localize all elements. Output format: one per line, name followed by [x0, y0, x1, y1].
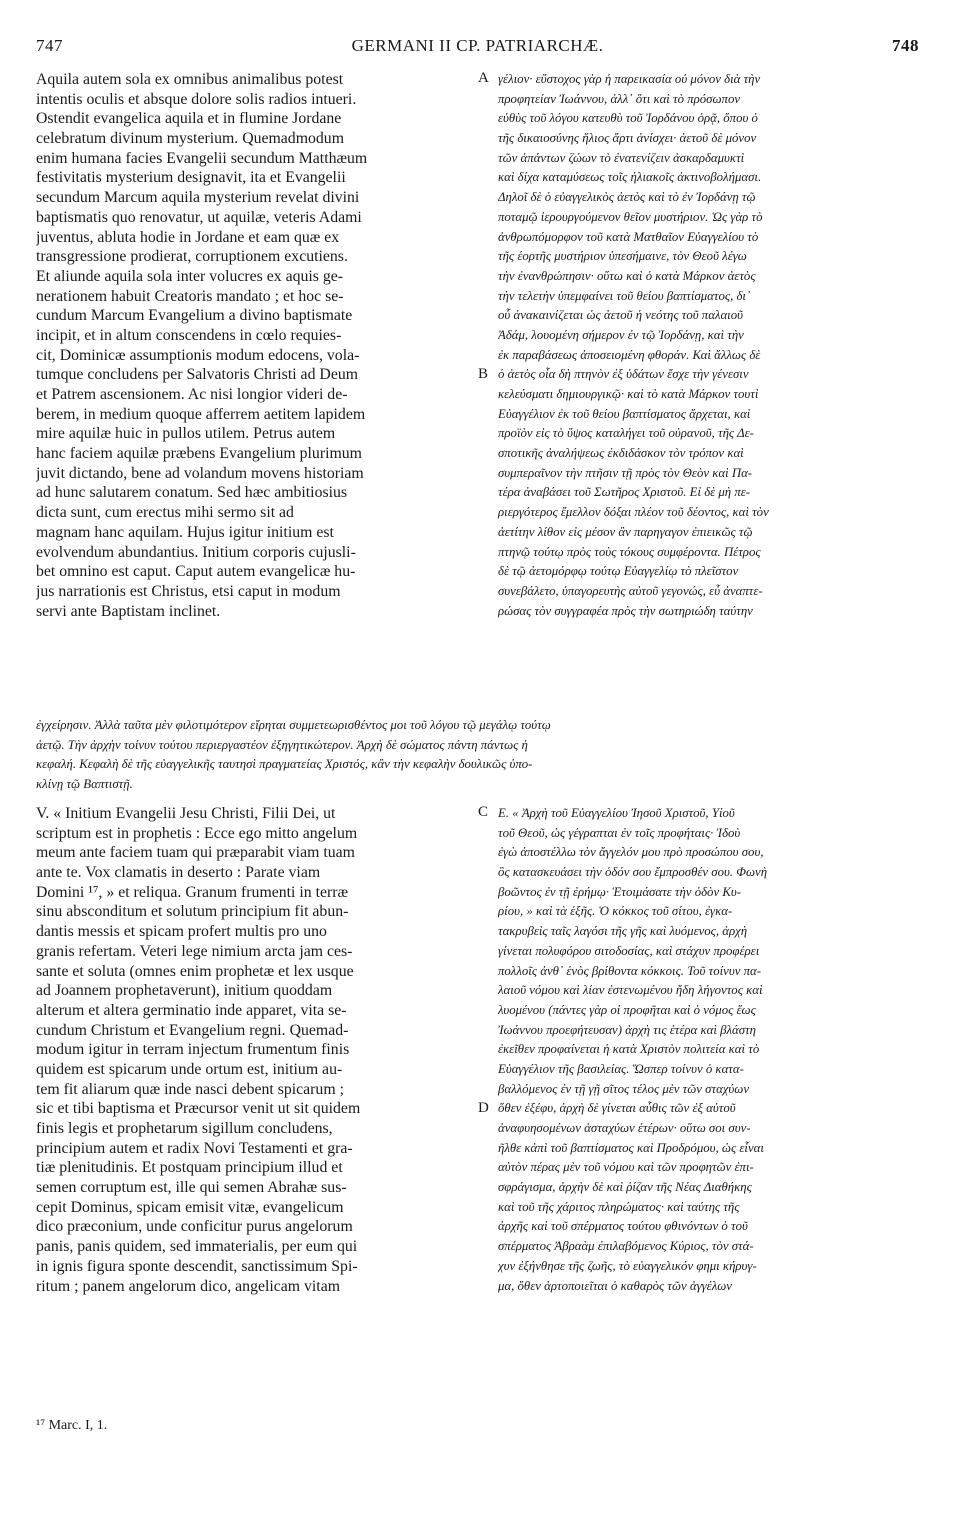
greek-line: τῆς ἑορτῆς μυστήριον ὑπεσήμαινε, τὸν Θεοῦ λέγω [498, 249, 747, 264]
greek-line: σφράγισμα, ἀρχὴν δὲ καὶ ῥίζαν τῆς Νέας Διαθήκης [498, 1180, 752, 1195]
latin-line: cepit Dominus, spicam emisit vitæ, evangelicum [36, 1198, 344, 1216]
greek-line: ῆλθε κἀπὶ τοῦ βαπτίσματος καὶ Προδρόμου, ὡς εἶναι [498, 1140, 764, 1155]
latin-line: secundum Marcum aquila mysterium revelat divini [36, 189, 360, 207]
margin-marker-c: C [478, 804, 489, 820]
latin-line: incipit, et in altum conscendens in cœlo requies- [36, 326, 342, 344]
greek-line: Ἰωάννου προεφήτευσαν) ἀρχὴ τις ἑτέρα καὶ βλάστη [498, 1022, 756, 1037]
greek-line: ἐγχείρησιν. Ἀλλὰ ταῦτα μὲν φιλοτιμότερον εἴρηται συμμετεωρισθέντος μοι τοῦ λόγου τῷ μεγάλῳ τούτῳ [36, 718, 551, 732]
latin-line: nerationem habuit Creatoris mandato ; et hoc se- [36, 287, 344, 305]
greek-line: γίνεται πολυφόρου σιτοδοσίας, καὶ στάχυν προφέρει [498, 943, 760, 958]
greek-line: καὶ δίχα καταμύσεως τοῖς ἡλιακοῖς ἀκτινοβολήμασι. [498, 170, 762, 185]
greek-line: τῶν ἁπάντων ζώων τὸ ἐνατενίζειν ἀσκαρδαμυκτὶ [498, 150, 745, 165]
latin-line: sinu absconditum et solutum principium fit abun- [36, 903, 349, 921]
greek-line: εὐθὺς τοῦ λόγου κατευθὺ τοῦ Ἰορδάνου ὁρᾷ, ὅπου ὁ [498, 111, 758, 126]
greek-line: ἐκεῖθεν προφαίνεται ἡ κατὰ Χριστὸν πολιτεία καὶ τὸ [498, 1042, 760, 1057]
latin-line: bet omnino est caput. Caput autem evangelicæ hu- [36, 563, 356, 581]
greek-line: ρώσας τὸν συγγραφέα πρὸς τὴν σωτηριώδη ταύτην [498, 603, 753, 618]
latin-line: Aquila autem sola ex omnibus animalibus potest [36, 71, 344, 88]
greek-line: τῆς δικαιοσύνης ἥλιος ἄρτι ἀνίσχει· ἀετοῦ δὲ μόνον [498, 131, 757, 146]
latin-line: baptismatis quo renovatur, ut aquilæ, veteris Adami [36, 208, 362, 226]
greek-line: ὁ ἀετὸς οἷα δὴ πτηνὸν ἐξ ὑδάτων ἔσχε τὴν γένεσιν [498, 367, 749, 382]
greek-line: τὴν τελετὴν ὑπεμφαίνει τοῦ θείου βαπτίσματος, δι᾽ [498, 288, 751, 303]
greek-line: κλίνῃ τῷ Βαπτιστῇ. [36, 777, 133, 792]
greek-line: Εὐαγγέλιον ἐκ τοῦ θείου βαπτίσματος ἄρχεται, καὶ [498, 406, 751, 421]
latin-line: panis, panis quidem, sed immaterialis, per eum qui [36, 1238, 358, 1256]
latin-line: cundum Marcum Evangelium a divino baptismate [36, 307, 353, 325]
greek-line: Εὐαγγέλιον τῆς βασιλείας. Ὥσπερ τοίνυν ὁ κατα- [498, 1061, 744, 1076]
greek-line: οὗ ἀνακαινίζεται ὡς ἀετοῦ ἡ νεότης τοῦ παλαιοῦ [498, 308, 744, 323]
latin-line: jus narrationis est Christus, etsi caput in modum [36, 582, 341, 600]
margin-marker-d: D [478, 1100, 489, 1116]
greek-line: τὴν ἐνανθρώπησιν· οὕτω καὶ ὁ κατὰ Μάρκον ἀετὸς [498, 268, 756, 283]
page-number-right: 748 [892, 36, 919, 55]
greek-line: Δηλοῖ δὲ ὁ εὐαγγελικὸς ἀετὸς καὶ τὸ ἐν Ἰορδάνῃ τῷ [498, 190, 756, 205]
latin-line: ante te. Vox clamatis in deserto : Parate viam [36, 864, 321, 882]
latin-line: cit, Dominicæ assumptionis modum edocens, vola- [36, 346, 360, 364]
latin-line: hanc faciem aquilæ præbens Evangelium plurimum [36, 445, 362, 463]
page-header [36, 36, 919, 58]
greek-line: κεφαλή. Κεφαλὴ δὲ τῆς εὐαγγελικῆς ταυτησὶ πραγματείας Χριστός, κἂν τὴν κεφαλὴν δουλικῶς ὑπο- [36, 757, 533, 772]
greek-full-width-passage [36, 716, 922, 795]
greek-line: τακρυβεὶς ταῖς λαγόσι τῆς γῆς καὶ λυόμενος, ἀρχὴ [498, 924, 748, 939]
greek-line: δὲ τῷ ἀετομόρφῳ τούτῳ Εὐαγγελίῳ τὸ πλεῖστον [498, 564, 739, 579]
latin-line: evolvendum abundantius. Initium corporis cujusli- [36, 543, 356, 561]
latin-line: V. « Initium Evangelii Jesu Christi, Filii Dei, ut [36, 805, 336, 822]
latin-column-top [36, 70, 472, 621]
greek-line: ποταμῷ ἱερουργούμενον θεῖον μυστήριον. Ὡς γὰρ τὸ [498, 209, 763, 224]
latin-line: festivitatis mysterium designavit, ita et Evangelii [36, 169, 346, 187]
latin-line: dicta sunt, cum erectus mihi sermo sit ad [36, 504, 294, 522]
latin-line: magnam hanc aquilam. Hujus igitur initium est [36, 523, 334, 541]
latin-line: tiæ plenitudinis. Et postquam principium illud et [36, 1159, 343, 1177]
latin-line: juvit dictando, bene ad volandum movens historiam [36, 464, 364, 482]
latin-line: granis refertam. Veteri lege nimium arcta jam ces- [36, 942, 353, 960]
greek-line: λαιοῦ νόμου καὶ λίαν ἐστενωμένου ἤδη λήγοντος καὶ [498, 983, 763, 998]
footnote: ¹⁷ Marc. I, 1. [36, 1418, 108, 1433]
greek-line: ἀρχῆς καὶ τοῦ σπέρματος τούτου φθινόντων ὁ τοῦ [498, 1219, 748, 1234]
latin-line: quidem est spicarum unde ortum est, initium au- [36, 1060, 343, 1078]
margin-marker-a: A [478, 70, 489, 86]
greek-line: χυν ἐξήνθησε τῆς ζωῆς, τὸ εὐαγγελικόν φημι κήρυγ- [498, 1258, 757, 1273]
greek-line: πτηνῷ τούτῳ πρὸς τοὺς τόκους συμφέροντα. Πέτρος [498, 544, 761, 559]
greek-line: ρίου, » καὶ τὰ ἑξῆς. Ὁ κόκκος τοῦ σίτου, ἐγκα- [498, 904, 733, 919]
latin-line: et Patrem ascensionem. Ac nisi longior videri de- [36, 386, 348, 403]
latin-line: dico præconium, unde conficitur purus angelorum [36, 1218, 353, 1236]
latin-line: transgressione prodierat, corruptionem excutiens. [36, 248, 348, 266]
greek-line: συμπεραῖνον τὴν πτῆσιν τῇ πρὸς τὸν Θεὸν καὶ Πα- [498, 465, 753, 480]
latin-line: ad hunc salutarem conatum. Sed hæc ambitiosius [36, 484, 348, 502]
greek-line: πολλοῖς ἀνθ᾽ ἑνὸς βρίθοντα κόκκοις. Τοῦ τοίνυν πα- [498, 963, 761, 978]
latin-line: sic et tibi baptisma et Præcursor venit ut sit quidem [36, 1100, 361, 1118]
latin-line: dantis messis et spicam profert multis pro uno [36, 923, 327, 941]
page-number-left: 747 [36, 36, 63, 55]
latin-line: intentis oculis et absque dolore solis radios intueri. [36, 90, 357, 108]
latin-line: Et aliunde aquila sola inter volucres ex aquis ge- [36, 267, 344, 285]
greek-line: κελεύσματι δημιουργικῷ· καὶ τὸ κατὰ Μάρκον τουτὶ [498, 387, 759, 401]
greek-line: λυομένου (πάντες γὰρ οἱ προφῆται καὶ ὁ νόμος ἕως [498, 1002, 756, 1017]
latin-line: berem, in medium quoque afferrem aetitem lapidem [36, 405, 366, 423]
greek-line: τέρα ἀναβάσει τοῦ Σωτῆρος Χριστοῦ. Εἰ δὲ μὴ πε- [498, 485, 751, 500]
greek-line: βαλλόμενος ἐν τῇ γῇ σῖτος τέλος μὲν τῶν σταχύων [498, 1081, 750, 1096]
greek-line: Ε. « Ἀρχὴ τοῦ Εὐαγγελίου Ἰησοῦ Χριστοῦ, Υἱοῦ [498, 806, 735, 820]
latin-line: modum igitur in terram injectum frumentum finis [36, 1041, 350, 1059]
latin-line: alterum et altera germinatio inde apparet, vita se- [36, 1001, 347, 1019]
latin-line: mire aquilæ huic in pullos utilem. Petrus autem [36, 425, 336, 443]
latin-line: ad Joannem prophetaverunt), initium quoddam [36, 982, 333, 1000]
greek-line: ἐκ παραβάσεως ἀποσειομένη φθοράν. Καὶ ἄλλως δὲ [498, 347, 761, 362]
latin-line: sante et soluta (omnes enim prophetæ et lex usque [36, 962, 354, 980]
latin-line: in ignis figura sponte descendit, sanctissimum Spi- [36, 1257, 358, 1275]
greek-line: σπέρματος Ἀβραὰμ ἐπιλαβόμενος Κύριος, τὸν στά- [498, 1239, 754, 1254]
latin-column-bottom [36, 804, 472, 1296]
greek-column-top [498, 70, 922, 621]
greek-line: βοῶντος ἐν τῇ ἐρήμῳ· Ἑτοιμάσατε τὴν ὁδὸν Κυ- [498, 884, 741, 899]
greek-line: ἐγὼ ἀποστέλλω τὸν ἄγγελόν μου πρὸ προσώπου σου, [498, 845, 764, 860]
greek-line: ἀναφυησομένων ἀσταχύων ἑτέρων· οὕτω σοι συν- [498, 1121, 751, 1135]
latin-line: juventus, abluta hodie in Jordane et eam quæ ex [36, 228, 340, 246]
latin-line: Domini ¹⁷, » et reliqua. Granum frumenti in terræ [36, 883, 349, 901]
latin-line: Ostendit evangelica aquila et in flumine Jordane [36, 110, 342, 128]
greek-line: προϊὸν εἰς τὸ ὕψος καταλήγει τοῦ οὐρανοῦ, τῆς Δε- [498, 426, 754, 441]
greek-line: ὅθεν ἐξέφυ, ἀρχὴ δὲ γίνεται αὖθις τῶν ἐξ αὐτοῦ [498, 1101, 736, 1116]
greek-line: καὶ τοῦ τῆς χάριτος πληρώματος· καὶ ταύτης τῆς [498, 1199, 740, 1214]
greek-line: ἀνθρωπόμορφον τοῦ κατὰ Ματθαῖον Εὐαγγελίου τὸ [498, 229, 759, 244]
latin-line: meum ante faciem tuam qui præparabit viam tuam [36, 844, 355, 862]
greek-line: Ἀδάμ, λουομένη σήμερον ἐν τῷ Ἰορδάνῃ, καὶ τὴν [498, 327, 744, 342]
latin-line: ritum ; panem angelorum dico, angelicam vitam [36, 1277, 340, 1295]
latin-line: servi ante Baptistam inclinet. [36, 602, 221, 620]
greek-column-bottom [498, 804, 922, 1296]
latin-line: cundum Christum et Evangelium regni. Quemad- [36, 1021, 349, 1039]
greek-line: μα, ὅθεν ἀρτοποιεῖται ὁ καθαρὸς τῶν ἀγγέλων [498, 1278, 732, 1293]
greek-line: ἀετῷ. Τὴν ἀρχὴν τοίνυν τούτου περιεργαστέον ἐξηγητικώτερον. Ἀρχὴ δὲ σώματος πάντη πάντως ἡ [36, 737, 528, 752]
greek-line: ὃς κατασκευάσει τὴν ὁδόν σου ἔμπροσθέν σου. Φωνὴ [498, 865, 768, 880]
greek-line: σποτικῆς ἀναλήψεως ἐκδιδάσκον τὸν τρόπον καὶ [498, 446, 744, 461]
greek-line: συνεβάλετο, ὑπαγορευτὴς αὐτοῦ γεγονώς, εὖ ἀναπτε- [498, 583, 763, 598]
greek-line: ἀετίτην λίθον εἰς μέσον ἂν παρηγαγον ἐπιεικῶς τῷ [498, 524, 753, 539]
greek-line: τοῦ Θεοῦ, ὡς γέγραπται ἐν τοῖς προφήταις· Ἰδοὺ [498, 825, 741, 840]
greek-line: προφητείαν Ἰωάννου, ἀλλ᾽ ὅτι καὶ τὸ πρόσωπον [498, 91, 741, 106]
latin-line: tumque concludens per Salvatoris Christi ad Deum [36, 366, 359, 384]
latin-line: celebratum divinum mysterium. Quemadmodum [36, 130, 344, 148]
latin-line: scriptum est in prophetis : Ecce ego mitto angelum [36, 824, 358, 842]
latin-line: finis legis et prophetarum sigillum concludens, [36, 1120, 333, 1137]
running-title: GERMANI II CP. PATRIARCHÆ. [351, 36, 604, 55]
latin-line: semen corruptum est, ille qui semen Abrahæ sus- [36, 1179, 347, 1197]
latin-line: principium autem et radix Novi Testamenti et gra- [36, 1139, 353, 1157]
latin-line: enim humana facies Evangelii secundum Matthæum [36, 149, 368, 167]
margin-marker-b: B [478, 366, 489, 382]
greek-line: γέλιον· εὔστοχος γὰρ ἡ παρεικασία οὐ μόνον διὰ τὴν [498, 72, 761, 86]
latin-line: tem fit aliarum quæ inde nasci debent spicarum ; [36, 1080, 344, 1098]
greek-line: αὐτὸν πέρας μὲν τοῦ νόμου καὶ τῶν προφητῶν ἐπι- [498, 1160, 754, 1175]
greek-line: ριεργότερος ἔμελλον δόξαι πλέον τοῦ δέοντος, καὶ τὸν [498, 505, 769, 520]
